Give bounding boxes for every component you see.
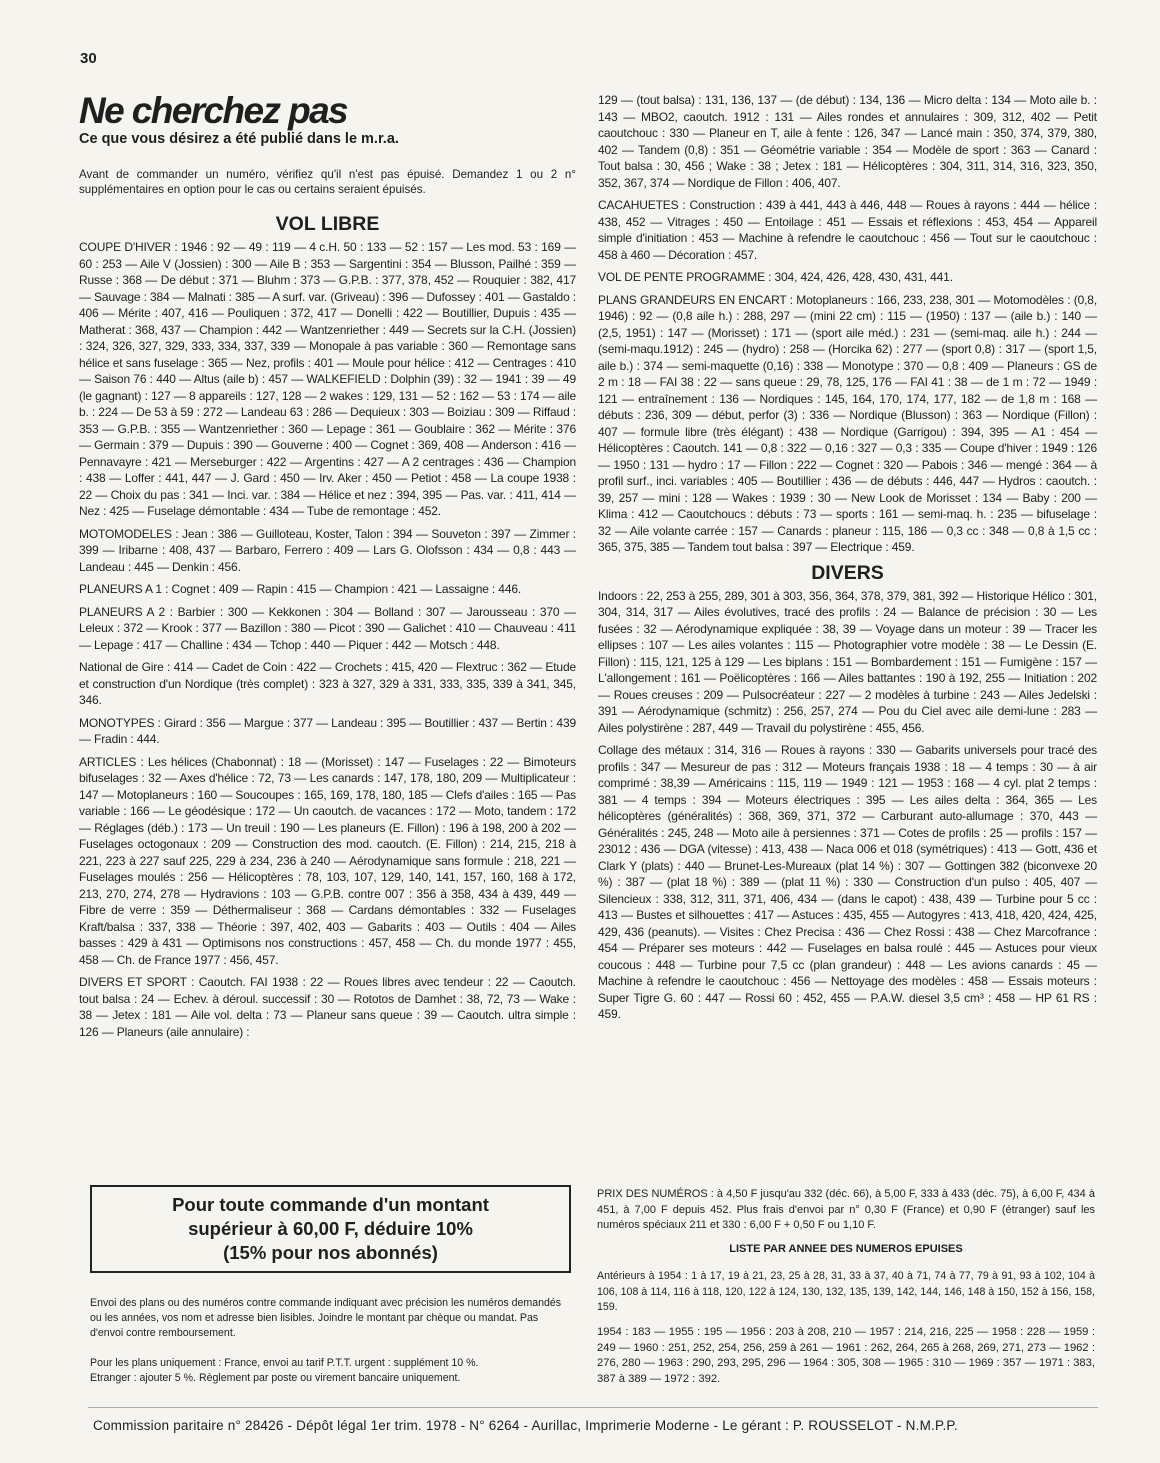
order-line-2: supérieur à 60,00 F, déduire 10% [188,1218,473,1239]
plans-note [90,1356,572,1386]
indoors-paragraph: Indoors : 22, 253 à 255, 289, 301 à 303, 356, 364, 378, 379, 381, 392 — Historique Hélico : 301, 304, 314, 317 — Ailes évolutives, tracé des profils : 24 — Balance de précision : 30 — Les fusées : 32 — Aérodynamique expliquée : 38, 39 — Voyage dans un moteur : 39 — Tracer les ellipses : 107 — Les ailes volantes : 115 — Photographier votre modèle : 38 — Le Dessin (E. Fillon) : 115, 121, 125 à 129 — Les biplans : 151 — Bombardement : 151 — Fumigène : 157 — L'allongement : 161 — Poëlicoptères : 166 — Ailes battantes : 190 à 192, 255 — Initiation : 202 — Roues creuses : 209 — Pulsocréateur : 227 — 2 modèles à turbine : 243 — Ailes Jedelski : 391 — Aérodynamique (schmitz) : 256, 257, 274 — Pou du Ciel avec aile demi-lune : 283 — Ailes polystirène : 287, 449 — Travail du polystirène : 455, 456. [598,588,1097,735]
page-subtitle: Ce que vous désirez a été publié dans le m.r.a. [79,131,399,147]
sold-out-list-title: LISTE PAR ANNEE DES NUMEROS EPUISES [729,1243,963,1255]
intro-text: Avant de commander un numéro, vérifiez qu'il n'est pas épuisé. Demandez 1 ou 2 n° supplémentaires en option pour le cas ou certains seraient épuisés. [79,168,576,196]
sold-out-by-year: 1954 : 183 — 1955 : 195 — 1956 : 203 à 208, 210 — 1957 : 214, 216, 225 — 1958 : 228 — 1959 : 249 — 1960 : 251, 252, 254, 256, 259 à 261 — 1961 : 262, 264, 265 à 268, 269, 271, 273 — 1962 : 276, 280 — 1963 : 290, 293, 295, 296 — 1964 : 305, 308 — 1965 : 310 — 1969 : 357 — 1971 : 383, 387 à 389 — 1972 : 392. [597,1326,1095,1385]
planeurs-a2-paragraph: PLANEURS A 2 : Barbier : 300 — Kekkonen : 304 — Bolland : 307 — Jarousseau : 370 — Leleux : 372 — Krook : 377 — Bazillon : 380 — Picot : 390 — Galichet : 410 — Chauveau : 411 — Lepage : 417 — Challine : 434 — Tchop : 440 — Piquer : 442 — Motsch : 448. [79,604,576,652]
national-gire-paragraph: National de Gire : 414 — Cadet de Coin : 422 — Crochets : 415, 420 — Flextruc : 362 — Etude et construction d'un Nordique (très complet) : 323 à 327, 329 à 331, 333, 335, 339 à 341, 345, 346. [79,660,576,707]
continued-paragraph: 129 — (tout balsa) : 131, 136, 137 — (de début) : 134, 136 — Micro delta : 134 — Moto aile b. : 143 — MBO2, caoutch. 1912 : 131 — Ailes rondes et annulaires : 309, 312, 402 — Petit caoutchouc : 330 — Planeur en T, aile à fente : 126, 347 — Lancé main : 350, 374, 379, 380, 402 — Tandem (0,8) : 351 — Géométrie variable : 354 — Modèle de sport : 363 — Canard : Tout balsa : 30, 456 ; Wake : 38 ; Jetex : 181 — Hélicoptères : 304, 311, 314, 316, 323, 350, 352, 367, 374 — Nordique de Fillon : 406, 407. [598,93,1097,190]
cacahuetes-paragraph: CACAHUETES : Construction : 439 à 441, 443 à 446, 448 — Roues à rayons : 444 — hélice : 438, 452 — Vitrages : 450 — Entoilage : 451 — Essais et réflexions : 453, 454 — Appareil simple d'initiation : 453 — Machine à refendre le caoutchouc : 456 — Tout sur le caoutchouc : 458 à 460 — Décoration : 457. [598,198,1097,262]
plans-grandeurs-paragraph: PLANS GRANDEURS EN ENCART : Motoplaneurs : 166, 233, 238, 301 — Motomodèles : (0,8, 1946) : 92 — (0,8 aile h.) : 288, 297 — (mini 22 cm) : 115 — (1950) : 137 — (aile b.) : 140 — (2,5, 1951) : 147 — (Morisset) : 171 — (sport aile méd.) : 231 — (semi-maq. aile h.) : 244 — (semi-maqu.1912) : 245 — (hydro) : 258 — (Horcika 62) : 277 — (sport 0,8) : 317 — (sport 1,5, aile b.) : 374 — semi-maquette (0,16) : 338 — Monotype : 370 — 0,8 : 409 — Planeurs : GS de 2 m : 18 — FAI 38 : 22 — sans queue : 29, 78, 125, 176 — FAI 41 : 38 — de 1 m : 72 — 1949 : 121 — entraînement : 136 — Nordiques : 145, 164, 170, 174, 177, 182 — de 1,8 m : 168 — débuts : 236, 309 — début, perfor (3) : 336 — Nordique (Blusson) : 363 — Nordique (Fillon) : 407 — formule libre (très élégant) : 438 — Nordique (Garrigou) : 394, 395 — A1 : 454 — Hélicoptères : Caoutch. 141 — 0,8 : 322 — 0,16 : 327 — 0,3 : 335 — Coupe d'hiver : 1949 : 126 — 1950 : 131 — hydro : 17 — Fillon : 222 — Cognet : 320 — Pabois : 346 — mengé : 364 — à profil surf., inci. variables : 405 — Boutillier : 436 — de débuts : 446, 447 — Hydros : caoutch. : 39, 257 — mini : 128 — Wakes : 1939 : 30 — New Look de Morisset : 134 — Baby : 200 — Klima : 412 — Caoutchoucs : débuts : 73 — sports : 161 — semi-maq. h. : 235 — bifuselage : 32 — Aile volante carrée : 157 — Canards : planeur : 115, 186 — 0,3 cc : 348 — 0,8 à 1,5 cc : 365, 375, 385 — Tandem tout balsa : 397 — Electrique : 459. [598,292,1097,554]
footer-legal: Commission paritaire n° 28426 - Dépôt légal 1er trim. 1978 - N° 6264 - Aurillac, Imprimerie Moderne - Le gérant : P. ROUSSELOT - N.M.P.P. [93,1418,958,1433]
footer-divider [88,1407,1098,1408]
right-column [598,92,1097,1029]
vol-pente-paragraph: VOL DE PENTE PROGRAMME : 304, 424, 426, 428, 430, 431, 441. [598,270,953,284]
plans-france-note: Pour les plans uniquement : France, envoi au tarif P.T.T. urgent : supplément 10 %. [90,1357,479,1369]
sold-out-before-1954: Antérieurs à 1954 : 1 à 17, 19 à 21, 23, 25 à 28, 31, 33 à 37, 40 à 71, 74 à 77, 79 à 91, 93 à 102, 104 à 106, 108 à 114, 116 à 118, 120, 122 à 124, 130, 132, 135, 139, 142, 144, 146, 148 à 150, 152 à 156, 158, 159. [597,1270,1095,1313]
prices-text: PRIX DES NUMÉROS : à 4,50 F jusqu'au 332 (déc. 66), à 5,00 F, 333 à 433 (déc. 75), à 6,00 F, 434 à 451, à 7,00 F depuis 452. Plus frais d'envoi par n° 0,30 F (France) et 0,90 F (étranger) sauf les numéros spéciaux 211 et 330 : 6,00 F + 0,50 F ou 1,10 F. [597,1188,1095,1231]
collage-paragraph: Collage des métaux : 314, 316 — Roues à rayons : 330 — Gabarits universels pour tracé des profils : 347 — Mesureur de pas : 312 — Moteurs français 1938 : 18 — 4 temps : 30 — à air comprimé : 38,39 — Américains : 115, 119 — 1949 : 121 — 1953 : 168 — 4 cyl. plat 2 temps : 381 — 4 temps : 394 — Moteurs électriques : 395 — Les ailes delta : 364, 365 — Les hélicoptères (généralités) : 368, 369, 371, 372 — Carburant auto-allumage : 370, 443 — Généralités : 245, 248 — Moto aile à persiennes : 371 — Cotes de profils : 25 — profils : 157 — 23012 : 436 — DGA (vitesse) : 413, 438 — Naca 006 et 018 (symétriques) : 413 — Gott, 436 et Clark Y (plats) : 440 — Brunet-Les-Mureaux (plat 14 %) : 307 — Gottingen 382 (biconvexe 20 %) : 387 — (plat 18 %) : 389 — (plat 11 %) : 330 — Construction d'un pulso : 405, 407 — Silencieux : 338, 312, 311, 371, 406, 434 — (dans le capot) : 438, 439 — Turbine pour 5 cc : 413 — Bustes et silhouettes : 417 — Astuces : 435, 455 — Autogyres : 413, 418, 420, 424, 425, 429, 436 (peanuts). — Visites : Chez Precisa : 436 — Chez Rossi : 438 — Chez Marcofrance : 454 — Préparer ses moteurs : 442 — Fuselages en balsa roulé : 445 — Astuces pour vieux coucous : 448 — Turbine pour 7,5 cc (plan grandeur) : 448 — Les avions canards : 45 — Machine à refendre le caoutchouc : 456 — Nettoyage des modèles : 458 — Essais moteurs : Super Tigre G. 60 : 447 — Rossi 60 : 452, 455 — P.A.W. diesel 3,5 cm³ : 458 — HP 61 RS : 459. [598,743,1097,1021]
articles-paragraph: ARTICLES : Les hélices (Chabonnat) : 18 — (Morisset) : 147 — Fuselages : 22 — Bimoteurs bifuselages : 32 — Axes d'hélice : 72, 73 — Les canards : 147, 178, 180, 209 — Multiplicateur : 147 — Motoplaneurs : 160 — Soucoupes : 165, 169, 178, 180, 185 — Clefs d'ailes : 165 — Pas variable : 166 — Le géodésique : 172 — Un caoutch. de vacances : 172 — Moto, tandem : 172 — Réglages (déb.) : 173 — Un treuil : 190 — Les planeurs (E. Fillon) : 196 à 198, 200 à 202 — Fuselages octogonaux : 209 — Construction des mod. caoutch. (E. Fillon) : 214, 215, 218 à 221, 223 à 227 sauf 225, 229 à 234, 236 à 240 — Aérodynamique sans formule : 218, 221 — Fuselages moulés : 256 — Hélicoptères : 78, 103, 107, 129, 140, 141, 157, 160, 168 à 172, 213, 270, 274, 278 — Hydravions : 103 — G.P.B. contre 007 : 356 à 358, 434 à 439, 449 — Fibre de verre : 359 — Déthermaliseur : 368 — Cardans démontables : 332 — Fuselages Kraft/balsa : 337, 338 — Théorie : 397, 402, 403 — Gabarits : 403 — Outils : 404 — Ailes basses : 429 à 431 — Optimisons nos constructions : 457, 458 — Ch. du monde 1977 : 455, 458 — Ch. de France 1977 : 456, 457. [79,754,576,967]
order-line-3: (15% pour nos abonnés) [223,1242,438,1263]
monotypes-paragraph: MONOTYPES : Girard : 356 — Margue : 377 — Landeau : 395 — Boutillier : 437 — Bertin : 439 — Fradin : 444. [79,715,576,746]
shipping-note: Envoi des plans ou des numéros contre commande indiquant avec précision les numéros demandés ou les années, vos nom et adresse bien lisibles. Joindre le montant par chèque ou mandat. Pas d'envoi contre remboursement. [90,1297,562,1339]
order-discount-box [90,1185,571,1273]
order-line-1: Pour toute commande d'un montant [172,1194,489,1215]
section-title-vol-libre: VOL LIBRE [275,213,380,235]
motomodeles-paragraph: MOTOMODELES : Jean : 386 — Guilloteau, Koster, Talon : 394 — Souveton : 397 — Zimmer : 399 — Iribarne : 408, 437 — Barbaro, Ferrero : 409 — Lars G. Olofsson : 434 — 0,8 : 443 — Landeau : 445 — Denkin : 456. [79,526,576,574]
planeurs-a1-paragraph: PLANEURS A 1 : Cognet : 409 — Rapin : 415 — Champion : 421 — Lassaigne : 446. [79,582,522,596]
coupe-hiver-paragraph: COUPE D'HIVER : 1946 : 92 — 49 : 119 — 4 c.H. 50 : 133 — 52 : 157 — Les mod. 53 : 169 — 60 : 253 — Aile V (Jossien) : 300 — Aile B : 353 — Sargentini : 354 — Blusson, Pailhé : 359 — Russe : 368 — De début : 371 — Bluhm : 373 — G.P.B. : 377, 378, 452 — Rouquier : 382, 417 — Sauvage : 384 — Malnati : 385 — A surf. var. (Griveau) : 396 — Dufossey : 401 — Gastaldo : 406 — Mérite : 407, 416 — Pouliquen : 372, 417 — Donelli : 422 — Boutillier, Dupuis : 435 — Matherat : 368, 437 — Champion : 442 — Wantzenriether : 449 — Secrets sur la C.H. (Jossien) : 324, 326, 327, 329, 333, 334, 337, 339 — Monopale à pas variable : 360 — Remontage sans hélice et sans fuselage : 365 — Nez, profils : 401 — Moule pour hélice : 412 — Centrages : 410 — Saison 76 : 440 — Altus (aile b) : 457 — WALKEFIELD : Dolphin (39) : 32 — 1941 : 39 — 49 (le gagnant) : 127 — 8 appareils : 127, 128 — 2 wakes : 129, 131 — 52 : 162 — 53 : 174 — aile b. : 224 — De 53 à 59 : 272 — Landeau 63 : 286 — Dequieux : 303 — Boiziau : 309 — Riffaud : 353 — G.P.B. : 355 — Wantzenriether : 360 — Lepage : 361 — Goublaire : 362 — Mérite : 376 — Germain : 379 — Dupuis : 390 — Gouverne : 400 — Cognet : 369, 408 — Anderson : 416 — Pennavayre : 421 — Merseburger : 422 — Argentins : 427 — A 2 centrages : 436 — Champion : 438 — Loffer : 441, 447 — J. Gard : 450 — Irv. Aker : 450 — Petiot : 458 — La coupe 1938 : 22 — Choix du pas : 341 — Inci. var. : 384 — Hélice et nez : 394, 395 — Pas. var. : 411, 414 — Nez : 425 — Fuselage démontable : 434 — Tube de remontage : 452. [79,240,576,518]
left-column [79,92,576,1046]
page-number: 30 [80,50,97,67]
divers-sport-paragraph: DIVERS ET SPORT : Caoutch. FAI 1938 : 22 — Roues libres avec tendeur : 22 — Caoutch. tout balsa : 24 — Echev. à déroul. successif : 30 — Rototos de Damhet : 38, 72, 73 — Wake : 38 — Jetex : 181 — Aile vol. delta : 73 — Planeur sans queue : 39 — Caoutch. ultra simple : 126 — Planeurs (aile annulaire) : [79,975,576,1039]
plans-etranger-note: Etranger : ajouter 5 %. Règlement par poste ou virement bancaire uniquement. [90,1372,461,1384]
page-title: Ne cherchez pas [79,90,348,131]
section-title-divers: DIVERS [811,561,884,584]
